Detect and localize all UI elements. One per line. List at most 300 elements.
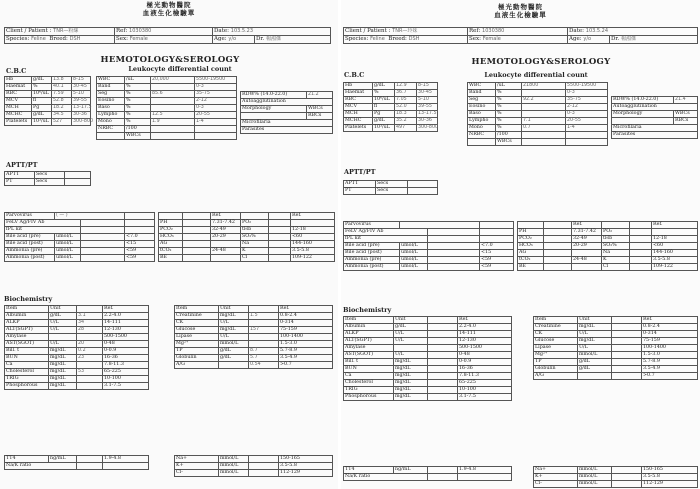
- table-row: [5, 348, 149, 355]
- bio-ref: 2.2-4.0: [103, 313, 149, 320]
- morphology-label: Morphology: [241, 106, 307, 113]
- table-row: [175, 327, 333, 334]
- gas-name: AG: [159, 241, 183, 248]
- bio2-head-unit: Unit: [219, 306, 249, 313]
- gas-name-2: Cl: [602, 264, 630, 271]
- gas-ref-2: 3.5-5.8: [291, 248, 335, 255]
- cbc-name: Platelets: [5, 119, 32, 126]
- table-cell: [183, 255, 211, 262]
- cbc-ref: 30-45: [417, 90, 438, 97]
- bio2-head-unit-r: Unit: [578, 317, 612, 324]
- bio-name: Globulin: [175, 355, 219, 362]
- rbcs-label-r: RBCs: [674, 118, 698, 125]
- leuko-unit: %: [496, 118, 522, 125]
- report-sheet-left: [0, 0, 338, 489]
- gas-ref-2: 12-18: [291, 227, 335, 234]
- wbc-value: 21800: [522, 83, 566, 90]
- table-cell: [269, 220, 291, 227]
- cbc-value: 52.0: [395, 104, 417, 111]
- sex-cell-r: Sex: Female: [468, 36, 568, 44]
- cbc-label: C.B.C: [6, 67, 27, 75]
- table-row: [468, 104, 608, 111]
- bio-name: Mg²⁺: [534, 352, 578, 359]
- gas-name-2: K: [602, 257, 630, 264]
- cbc-ref: 5-10: [72, 91, 91, 98]
- gas-ref: 32-49: [572, 236, 602, 243]
- table-row: [344, 345, 512, 352]
- leuko-value: [522, 111, 566, 118]
- cbc-table: [4, 76, 94, 126]
- bio-ref: 65-225: [103, 369, 149, 376]
- wbc-name: WBC: [97, 77, 125, 84]
- bio-name: Creatinine: [175, 313, 219, 320]
- wbcs-label-r: WBCs: [674, 111, 698, 118]
- bio-ref: 14-111: [103, 320, 149, 327]
- client-cell: Client / Patient : TNR—粉絲: [5, 28, 115, 36]
- table-cell: [566, 139, 608, 146]
- aptt-pt-label: APTT/PT: [6, 161, 38, 169]
- table-cell: [269, 234, 291, 241]
- biochem-label: Biochemistry: [4, 295, 53, 303]
- table-cell: [544, 264, 572, 271]
- cbc-unit: 10⁶/uL: [373, 97, 395, 104]
- table-cell: [269, 241, 291, 248]
- blood-gas-table: [158, 212, 335, 262]
- cbc-value: 13.8: [52, 77, 72, 84]
- gas-ref: 32-49: [211, 227, 241, 234]
- table-row: [344, 352, 512, 359]
- amm-pre-unit-r: umol/L: [400, 257, 428, 264]
- wbc-ref: 5500-19500: [566, 83, 608, 90]
- amm-pre-unit: umol/L: [55, 248, 81, 255]
- leuko-value: [151, 126, 195, 133]
- table-cell: [544, 257, 572, 264]
- leuko-name: Band: [468, 90, 496, 97]
- bile-pre-label: Bile acid (pre): [5, 234, 55, 241]
- gas-name-2: Cl: [241, 255, 269, 262]
- bio-ref: 65-225: [458, 380, 512, 387]
- bio-unit: U/L: [49, 320, 77, 327]
- gas-ref-2: 12-18: [652, 236, 698, 243]
- bio-ref: 12-130: [103, 327, 149, 334]
- elec-unit: mmol/L: [578, 474, 612, 481]
- gas-name: HCO₃: [159, 234, 183, 241]
- bio-unit: mg/dL: [394, 387, 428, 394]
- cbc-value: 497: [395, 125, 417, 132]
- cbc-ref: 13-17.5: [73, 105, 92, 111]
- table-row: [5, 369, 149, 376]
- amm-pre-label-r: Ammonia (pre): [344, 257, 400, 264]
- pt-label: PT: [5, 179, 35, 186]
- leuko-unit: %: [125, 98, 151, 105]
- cbc-label-r: C.B.C: [344, 71, 365, 79]
- table-row: [344, 373, 512, 380]
- table-row: [175, 334, 333, 341]
- bile-post-label-r: Bile acid (post): [344, 250, 400, 257]
- patient-info-table-r: [343, 27, 698, 44]
- blood-gas-table-r: [517, 221, 698, 271]
- leuko-name: Lympho: [97, 112, 125, 119]
- bio-unit: g/dL: [578, 359, 612, 366]
- morphology-label-r: Morphology: [612, 111, 674, 118]
- bio-unit: mg/dL: [49, 369, 77, 376]
- bio-name: AST(SGOT): [5, 341, 49, 348]
- table-row: [97, 112, 237, 119]
- bio-head-ref-r: Ref.: [458, 317, 512, 324]
- aptt-secs-r: Secs: [376, 181, 408, 188]
- date-cell-r: Date: 103.5.24: [568, 28, 698, 36]
- aptt-secs: Secs: [35, 172, 65, 179]
- table-cell: [612, 345, 642, 352]
- tt4-unit-r: ng/mL: [394, 467, 428, 474]
- table-cell: [428, 380, 458, 387]
- bio-name: TP: [534, 359, 578, 366]
- leuko-name: Mono: [97, 119, 125, 126]
- table-cell: [630, 229, 652, 236]
- table-cell: [249, 463, 279, 470]
- bio2-head-item-r: Item: [534, 317, 578, 324]
- leuko-ref: 35-75: [566, 97, 608, 104]
- bio-name: Bill. t: [344, 359, 394, 366]
- gas-ref-head-r2: Ref.: [652, 222, 698, 229]
- bio-name: AST(SGOT): [344, 352, 394, 359]
- table-row: [97, 105, 237, 112]
- bio-head-item: Item: [5, 306, 49, 313]
- table-cell: [630, 243, 652, 250]
- bio-unit: U/L: [219, 320, 249, 327]
- table-row: [468, 139, 608, 146]
- leuko-ref: 35-75: [195, 91, 237, 98]
- wbcs-label: WBCs: [307, 106, 333, 113]
- table-row: [175, 348, 333, 355]
- bio-ref: 75-159: [642, 338, 698, 345]
- bio-name: Mg²⁺: [175, 341, 219, 348]
- bile-pre-ref-r: <7.0: [480, 243, 514, 250]
- cbc-unit: fl: [373, 104, 395, 111]
- bio-unit: mg/dL: [49, 348, 77, 355]
- felv-label-r: FeLV Ag/FIV Ab: [344, 229, 428, 236]
- leuko-value: [151, 98, 195, 105]
- leuko-table-r: [467, 82, 608, 146]
- table-row: [5, 334, 149, 341]
- gas-name: PCO₂: [159, 227, 183, 234]
- species-cell: Species: Feline Breed: DSH: [5, 36, 115, 44]
- serology-table-r: [343, 221, 514, 271]
- bio-ref: 0.8-2.4: [642, 324, 698, 331]
- table-cell: [97, 133, 125, 140]
- bio-ref: 3.1-7.5: [458, 394, 512, 401]
- leuko-title: Leukocyte differential count: [128, 65, 232, 73]
- bio-head-item-r: Item: [344, 317, 394, 324]
- table-row: [518, 250, 698, 257]
- table-cell: [612, 338, 642, 345]
- bio-name: Ca: [5, 362, 49, 369]
- table-cell: [183, 234, 211, 241]
- table-row: [159, 255, 335, 262]
- table-row: [5, 327, 149, 334]
- cbc-unit: %: [373, 90, 395, 97]
- cbc-unit: fl: [32, 98, 52, 105]
- patient-info-table: [4, 27, 331, 44]
- bio-ref: 100-1400: [642, 345, 698, 352]
- bio-value: 0.2: [77, 348, 103, 355]
- bio-name: Lipase: [534, 345, 578, 352]
- bio-ref: 5.7-8.9: [642, 359, 698, 366]
- gas-ref: [572, 264, 602, 271]
- bio-value: 8.7: [249, 348, 279, 355]
- cbc-ref: 300-800: [73, 119, 94, 125]
- table-row: [518, 264, 698, 271]
- bio-name: Glucose: [175, 327, 219, 334]
- bio-ref: 100-1400: [279, 334, 333, 341]
- ref-cell: Ref: 1030380: [115, 28, 213, 36]
- biochem-table-2-r: [533, 316, 698, 380]
- tt4-table: [4, 455, 149, 470]
- tt4-table-r: [343, 466, 512, 481]
- tt4-ref: 1.9-4.8: [103, 456, 149, 463]
- cbc-ref: 39-55: [417, 104, 438, 111]
- wbc-value: 20,000: [151, 77, 195, 84]
- aptt-table-r: [343, 180, 438, 195]
- parvo-label: Parvovirus: [5, 213, 55, 220]
- table-cell: [630, 250, 652, 257]
- tt4-label: TT4: [5, 456, 49, 463]
- bio-name: Creatinine: [534, 324, 578, 331]
- table-row: [5, 376, 149, 383]
- bio-value: 34: [77, 320, 103, 327]
- section-title-r: HEMOTOLOGY&SEROLOGY: [471, 57, 611, 67]
- table-row: [5, 383, 149, 390]
- bio-ref: 0-314: [279, 320, 333, 327]
- cbc-unit: g/dL: [373, 83, 395, 90]
- table-cell: [612, 331, 642, 338]
- table-row: [5, 84, 91, 91]
- hospital-name: 極光動物醫院: [146, 1, 192, 9]
- bio-name: TP: [175, 348, 219, 355]
- table-cell: [183, 227, 211, 234]
- elec-name: Cl-: [534, 481, 578, 488]
- bio-unit: g/dL: [394, 324, 428, 331]
- leuko-ref: 0-3: [566, 111, 608, 118]
- bio-ref: 5.7-8.9: [279, 348, 333, 355]
- table-cell: [428, 352, 458, 359]
- cbc-ref: 30-36: [417, 118, 438, 125]
- bio-name: Globulin: [534, 366, 578, 373]
- pt-secs: Secs: [35, 179, 65, 186]
- amm-pre-ref: <59: [125, 248, 155, 255]
- bio-head-unit: Unit: [49, 306, 77, 313]
- leuko-ref: 20-55: [195, 112, 237, 119]
- cbc-value: 527: [52, 119, 72, 126]
- gas-ref-2: [291, 220, 335, 227]
- leuko-value: 0.7: [522, 125, 566, 132]
- report-subtitle-r: 血液生化檢驗單: [494, 11, 547, 19]
- leuko-value: [522, 132, 566, 139]
- bio-name: A/G: [175, 362, 219, 369]
- bio-unit: [49, 334, 77, 341]
- elec-ref: 150-165: [279, 456, 333, 463]
- table-row: [344, 104, 438, 111]
- autoagg-label: Autoagglutination: [241, 99, 333, 106]
- gas-name-2: SO₂%: [602, 243, 630, 250]
- bio-name: ALT(SGPT): [5, 327, 49, 334]
- tt4-unit: ng/mL: [49, 456, 77, 463]
- table-cell: [612, 467, 642, 474]
- leuko-value: [151, 105, 195, 112]
- biochem-table-1: [4, 305, 149, 390]
- bio-ref: 0-48: [103, 341, 149, 348]
- leuko-ref: 2-12: [566, 104, 608, 111]
- bio-ref: >0.7: [279, 362, 333, 369]
- autoagg-label-r: Autoagglutination: [612, 104, 698, 111]
- hospital-name-r: 極光動物醫院: [498, 3, 543, 11]
- cbc-value: 34.5: [52, 112, 72, 119]
- bio-name: ALKP: [344, 331, 394, 338]
- table-row: [344, 111, 438, 118]
- leuko-unit: %: [125, 105, 151, 112]
- bile-pre-unit: umol/L: [55, 234, 81, 241]
- table-cell: [195, 133, 237, 140]
- bio-unit: mg/dL: [394, 394, 428, 401]
- bio-value: 3.1: [77, 313, 103, 320]
- bio-name: Glucose: [534, 338, 578, 345]
- biochem-label-r: Biochemistry: [343, 306, 392, 314]
- bio-ref: 0-0.9: [458, 359, 512, 366]
- electrolyte-table: [174, 455, 333, 477]
- leuko-value: [522, 90, 566, 97]
- table-row: [5, 313, 149, 320]
- table-cell: [630, 236, 652, 243]
- gas-ref-2: 109-122: [291, 255, 335, 262]
- leuko-name: Band: [97, 84, 125, 91]
- nrbc-wbcs: WBCs: [496, 139, 522, 146]
- table-row: [518, 236, 698, 243]
- gas-ref-head: Ref.: [211, 213, 241, 220]
- bio-unit: mg/dL: [219, 313, 249, 320]
- cbc-ref: 30-36: [72, 112, 91, 119]
- elec-unit: mmol/L: [219, 456, 249, 463]
- gas-name: HCO₃: [518, 243, 544, 250]
- bio-value: 1.5: [249, 313, 279, 320]
- table-cell: [428, 394, 458, 401]
- table-row: [344, 83, 438, 90]
- bio-ref: 2.2-4.0: [458, 324, 512, 331]
- leuko-value: 7.1: [522, 118, 566, 125]
- table-row: [159, 241, 335, 248]
- elec-unit: mmol/L: [219, 470, 249, 477]
- elec-ref: 112-129: [279, 470, 333, 477]
- gas-ref-2: 109-122: [652, 264, 698, 271]
- cbc-name: MCH: [5, 105, 32, 112]
- table-row: [97, 119, 237, 126]
- bile-post-ref-r: <15: [480, 250, 514, 257]
- cbc-ref: 30-45: [72, 84, 91, 91]
- microfilaria-label: Microfilaria: [241, 120, 333, 127]
- bio-name: Amylase: [344, 345, 394, 352]
- leuko-ref: 1-4: [566, 125, 608, 132]
- sex-cell: Sex: Female: [115, 36, 213, 44]
- table-row: [5, 362, 149, 369]
- table-cell: [428, 366, 458, 373]
- table-row: [468, 111, 608, 118]
- gas-ref-2: <60: [291, 234, 335, 241]
- amm-post-label: Ammonia (post): [5, 255, 55, 262]
- bio-value: [77, 334, 103, 341]
- table-cell: [428, 331, 458, 338]
- ref-cell-r: Ref: 1030380: [468, 28, 568, 36]
- bio-name: Phosphorous: [344, 394, 394, 401]
- bio2-head-item: Item: [175, 306, 219, 313]
- table-row: [518, 243, 698, 250]
- bio-unit: [394, 345, 428, 352]
- amm-post-ref-r: <59: [480, 264, 514, 271]
- rdw-table-r: [611, 96, 698, 139]
- table-row: [468, 132, 608, 139]
- table-row: [344, 394, 512, 401]
- bio-unit: [219, 362, 249, 369]
- parvo-value: ( — ): [55, 213, 125, 220]
- parvo-label-r: Parvovirus: [344, 222, 400, 229]
- cbc-ref: 5-10: [417, 97, 438, 104]
- table-row: [5, 355, 149, 362]
- gas-ref: 7.31-7.42: [211, 220, 241, 227]
- leuko-ref: [566, 132, 608, 139]
- cbc-name: Haemat: [344, 90, 373, 97]
- table-cell: [612, 366, 642, 373]
- bio-name: CK: [175, 320, 219, 327]
- cbc-ref: 8-15: [72, 77, 91, 84]
- bio-unit: U/L: [578, 345, 612, 352]
- bile-post-unit-r: umol/L: [400, 250, 428, 257]
- bio-unit: mg/dL: [49, 376, 77, 383]
- bio-unit: mg/dL: [219, 327, 249, 334]
- bio-ref: 3.5-4.9: [642, 366, 698, 373]
- cbc-value: 7.59: [52, 91, 72, 98]
- bio-ref: 0-48: [458, 352, 512, 359]
- leuko-value: [151, 84, 195, 91]
- table-row: [97, 84, 237, 91]
- table-row: [534, 366, 698, 373]
- bio-ref: 14-111: [458, 331, 512, 338]
- elec-ref: 3.5-5.8: [642, 474, 698, 481]
- bio-unit: U/L: [394, 352, 428, 359]
- nak-label-r: Na/K ratio: [344, 474, 428, 481]
- bio-unit: mg/dL: [578, 324, 612, 331]
- leuko-unit: /100: [496, 132, 522, 139]
- bio-value: 5.7: [249, 355, 279, 362]
- bio-name: Albumin: [344, 324, 394, 331]
- bio-ref: 3.5-4.9: [279, 355, 333, 362]
- table-cell: [183, 241, 211, 248]
- table-row: [518, 229, 698, 236]
- cbc-name: RBC: [344, 97, 373, 104]
- gas-name-2: PO₂: [241, 220, 269, 227]
- leuko-unit: %: [496, 90, 522, 97]
- cbc-ref: 300-800: [418, 125, 439, 131]
- table-row: [97, 91, 237, 98]
- leuko-ref: 0-3: [566, 90, 608, 97]
- bio-ref: 16-36: [103, 355, 149, 362]
- bio-unit: mg/dL: [49, 362, 77, 369]
- bio-unit: U/L: [394, 338, 428, 345]
- table-cell: [544, 250, 572, 257]
- leuko-name: Seg: [97, 91, 125, 98]
- bile-post-unit: umol/L: [55, 241, 81, 248]
- bio-ref: 500-1500: [458, 345, 512, 352]
- leuko-name: Eosino: [97, 98, 125, 105]
- cbc-unit: 10³/uL: [373, 125, 395, 132]
- cbc-unit: 10³/uL: [32, 119, 52, 126]
